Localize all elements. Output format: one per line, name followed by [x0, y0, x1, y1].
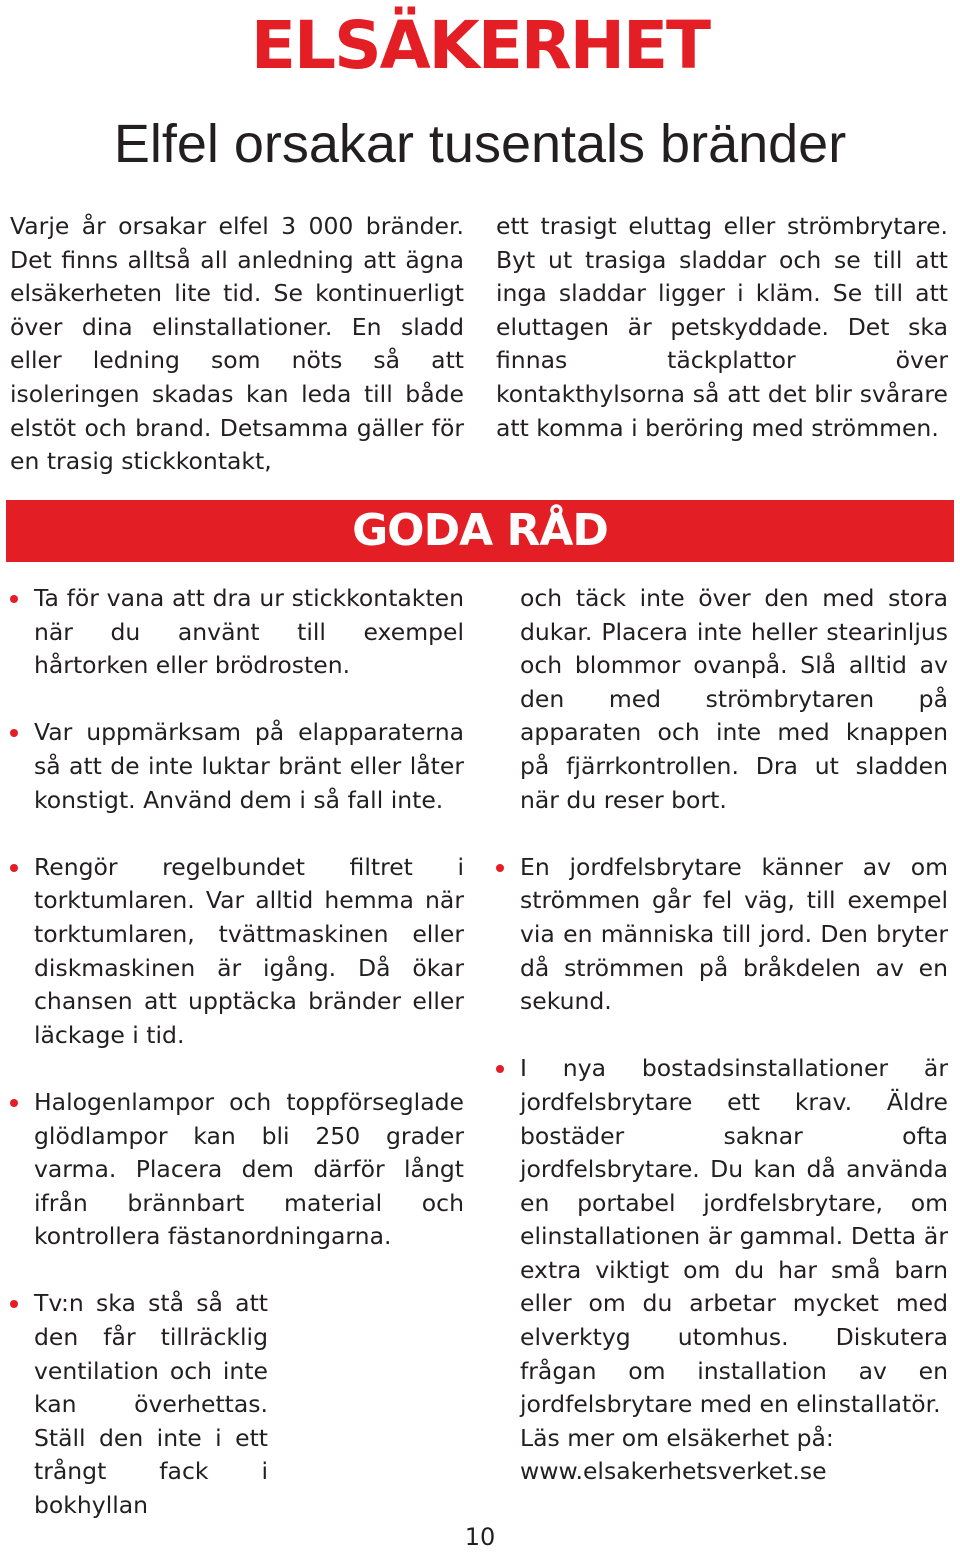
page-title: ELSÄKERHET	[250, 7, 710, 84]
bullet-icon	[496, 864, 504, 872]
tip-text: Var uppmärksam på elapparaterna så att de inte luktar bränt eller låter konstigt. Använd dem i så fall inte.	[34, 718, 464, 814]
tips-right-list	[496, 582, 948, 1489]
read-more-line	[496, 1422, 948, 1456]
link-line	[496, 1455, 948, 1489]
intro-right-column	[496, 210, 948, 445]
tip-text: En jordfelsbrytare känner av om strömmen går fel väg, till exempel via en människa till jord. Den bryter då strömmen på bråkdelen av en sekund.	[520, 852, 948, 1016]
page-number: 10	[464, 1523, 496, 1551]
bullet-icon	[10, 1300, 18, 1308]
tip-text: Halogenlampor och toppförseglade glödlampor kan bli 250 grader varma. Placera dem därför långt ifrån brännbart material och kontrollera fästanordningarna.	[34, 1087, 464, 1251]
tip-item	[496, 1052, 948, 1422]
tip-item	[10, 582, 464, 683]
tip-continuation	[496, 582, 948, 817]
tip-item	[496, 851, 948, 1019]
tip-text: I nya bostadsinstallationer är jordfelsbrytare ett krav. Äldre bostäder saknar ofta jordfelsbrytare. Du kan då använda en portabel jordfelsbrytare, om elinstallationen är gammal. Detta är extra viktigt om du har små barn eller om du arbetar mycket med elverktyg utomhus. Diskutera frågan om installation av en jordfelsbrytare med en elinstallatör.	[520, 1054, 948, 1419]
tip-text: Tv:n ska stå så att den får tillräcklig ventilation och inte kan överhettas. Ställ den inte i ett trångt fack i bokhyllan	[34, 1289, 268, 1520]
intro-left-text: Varje år orsakar elfel 3 000 bränder. Det finns alltså all anledning att ägna elsäkerheten lite tid. Se kontinuerligt över dina elinstallationer. En sladd eller ledning som nöts så att isoleringen skadas kan leda till både elstöt och brand. Detsamma gäller för en trasig stickkontakt,	[10, 212, 464, 476]
website-link[interactable]: www.elsakerhetsverket.se	[520, 1457, 827, 1486]
tip-text: Ta för vana att dra ur stickkontakten när du använt till exempel hårtorken eller brödrosten.	[34, 584, 464, 680]
tips-left-list	[10, 582, 464, 1523]
intro-right-text: ett trasigt eluttag eller strömbrytare. Byt ut trasiga sladdar och se till att inga sladdar ligger i kläm. Se till att eluttagen är petskyddade. Det ska finnas täckplattor över kontakthylsorna så att det blir svårare att komma i beröring med strömmen.	[496, 212, 948, 442]
tip-item	[10, 716, 464, 817]
intro-left-column	[10, 210, 464, 479]
tips-heading: GODA RÅD	[352, 505, 608, 556]
tip-text: Rengör regelbundet filtret i torktumlaren. Var alltid hemma när torktumlaren, tvättmaskinen eller diskmaskinen är igång. Då ökar chansen att upptäcka bränder eller läckage i tid.	[34, 852, 464, 1049]
bullet-icon	[496, 1065, 504, 1073]
tip-item	[10, 1287, 268, 1522]
tip-text: och täck inte över den med stora dukar. Placera inte heller stearinljus och blommor ovanpå. Slå alltid av den med strömbrytaren på apparaten och inte med knappen på fjärrkontrollen. Dra ut sladden när du reser bort.	[520, 584, 948, 814]
tip-item	[10, 851, 464, 1053]
tips-banner	[6, 500, 954, 562]
bullet-icon	[10, 729, 18, 737]
bullet-icon	[10, 864, 18, 872]
read-more-text: Läs mer om elsäkerhet på:	[520, 1423, 834, 1452]
bullet-icon	[10, 595, 18, 603]
bullet-icon	[10, 1099, 18, 1107]
tip-item	[10, 1086, 464, 1254]
page-subtitle: Elfel orsakar tusentals bränder	[113, 114, 847, 174]
